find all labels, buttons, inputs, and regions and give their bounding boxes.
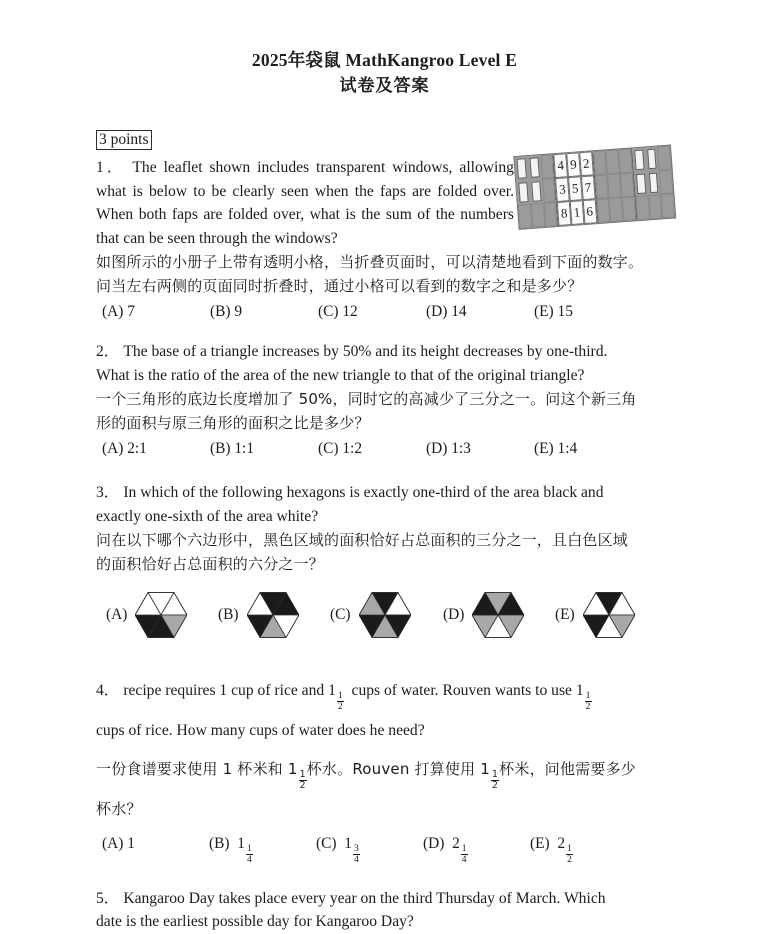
- leaflet-solid-cell: [620, 172, 634, 197]
- leaflet-solid-cell: [622, 196, 636, 221]
- question-4-zh-line-2: 杯水？: [96, 800, 142, 819]
- option-b[interactable]: (B) 1:1: [210, 440, 255, 457]
- question-4-options: [96, 832, 673, 865]
- question-4-en-text-1: recipe requires 1 cup of rice and 1: [123, 682, 336, 699]
- option-b[interactable]: (B) 1 $\frac{1}{4}$: [209, 835, 252, 865]
- hex-option-c[interactable]: [330, 590, 411, 640]
- fraction-half: $\frac{1}{2}$: [567, 843, 572, 865]
- question-1-en-text: The leaflet shown includes transparent windows, allowing what is below to be clearly seen when the faps are folded over. When both faps are folded over, what is the sum of the numbers that can be seen through the windows?: [96, 159, 514, 247]
- question-1-zh-line-1: 如图所示的小册子上带有透明小格，当折叠页面时，可以清楚地看到下面的数字。: [96, 253, 644, 271]
- leaflet-number-cell: 4: [554, 153, 568, 178]
- leaflet-number-cell: 8: [557, 201, 571, 226]
- hex-option-b-label: (B): [218, 606, 239, 624]
- leaflet-number-cell: 3: [555, 177, 569, 202]
- hex-option-e[interactable]: [555, 590, 635, 640]
- leaflet-window: [518, 182, 528, 203]
- hex-option-a-label: (A): [106, 606, 128, 624]
- option-b[interactable]: (B) 9: [210, 303, 243, 320]
- hex-option-a[interactable]: [106, 590, 187, 640]
- leaflet-window: [529, 157, 539, 178]
- hexagon-diagram-d: [472, 590, 524, 640]
- leaflet-panel-center: [554, 151, 598, 226]
- leaflet-number-cell: 7: [581, 175, 595, 200]
- option-c[interactable]: (C) 1 $\frac{3}{4}$: [316, 835, 359, 865]
- leaflet-solid-cell: [661, 193, 675, 218]
- leaflet-panel-right-a: [593, 148, 637, 223]
- option-e[interactable]: (E) 15: [534, 303, 573, 320]
- question-2-en-text-1: The base of a triangle increases by 50% and its height decreases by one-third.: [123, 343, 608, 360]
- option-c[interactable]: (C) 12: [318, 303, 358, 320]
- question-3-zh-line-1: 问在以下哪个六边形中，黑色区域的面积恰好占总面积的三分之一，且白色区域: [96, 531, 629, 549]
- option-d[interactable]: (D) 1:3: [426, 440, 471, 457]
- leaflet-grid: [513, 145, 676, 230]
- question-4: [96, 672, 673, 865]
- fraction-half: $\frac{1}{2}$: [337, 690, 343, 713]
- leaflet-window: [636, 174, 646, 195]
- leaflet-figure: [516, 152, 676, 238]
- title-line-primary: 2025年袋鼠 MathKangroo Level E: [251, 50, 518, 70]
- option-e[interactable]: (E) 2 $\frac{1}{2}$: [530, 835, 572, 865]
- option-e[interactable]: (E) 1:4: [534, 440, 578, 457]
- leaflet-number-cell: 6: [582, 199, 596, 224]
- leaflet-solid-cell: [657, 146, 671, 171]
- hexagon-diagram-c: [359, 590, 411, 640]
- leaflet-window: [634, 150, 644, 171]
- question-2-en-line-2: What is the ratio of the area of the new triangle to that of the original triangle?: [96, 366, 585, 384]
- question-3-zh-line-2: 的面积恰好占总面积的六分之一？: [96, 555, 325, 573]
- question-1-options: [96, 300, 673, 324]
- question-5-number: 5．: [96, 889, 120, 907]
- section-badge-wrap: [96, 130, 673, 150]
- leaflet-solid-cell: [618, 148, 632, 173]
- question-1-zh-line-2: 问当左右两侧的页面同时折叠时，通过小格可以看到的数字之和是多少？: [96, 277, 583, 295]
- leaflet-number-cell: 5: [568, 176, 582, 201]
- hex-option-c-label: (C): [330, 606, 351, 624]
- question-3-hex-options: [96, 590, 673, 652]
- fraction-half: $\frac{1}{2}$: [299, 768, 306, 791]
- question-4-zh-text-1: 一份食谱要求使用 1 杯米和 1: [96, 760, 298, 778]
- option-d[interactable]: (D) 14: [426, 303, 467, 320]
- question-4-zh-text-3: 杯米，问他需要多少: [499, 760, 636, 778]
- leaflet-window: [531, 181, 541, 202]
- leaflet-window: [648, 173, 658, 194]
- option-a[interactable]: (A) 7: [102, 303, 135, 320]
- question-2: [96, 340, 673, 461]
- leaflet-solid-cell: [543, 202, 557, 227]
- question-2-number: 2．: [96, 343, 120, 360]
- question-4-en-text-2: cups of water. Rouven wants to use 1: [351, 682, 584, 699]
- question-3: [96, 481, 673, 652]
- question-2-en-line-1: [96, 340, 673, 364]
- question-3-number: 3．: [96, 484, 120, 501]
- fraction-three-quarters: $\frac{3}{4}$: [353, 843, 359, 865]
- option-a[interactable]: (A) 1: [102, 835, 135, 853]
- leaflet-solid-cell: [540, 154, 554, 179]
- question-1-en: [96, 156, 514, 250]
- section-points-badge: 3 points: [96, 130, 152, 150]
- fraction-half: $\frac{1}{2}$: [585, 690, 591, 713]
- question-2-zh-line-1: 一个三角形的底边长度增加了 50%，同时它的高减少了三分之一。问这个新三角: [96, 390, 637, 408]
- question-5-en-text-1: Kangaroo Day takes place every year on the third Thursday of March. Which: [123, 889, 606, 907]
- fraction-quarter: $\frac{1}{4}$: [461, 843, 467, 865]
- question-2-options: [96, 437, 673, 461]
- leaflet-window: [517, 158, 527, 179]
- question-5-en-line-2: date is the earliest possible day for Kangaroo Day?: [96, 913, 414, 931]
- question-5: [96, 887, 673, 934]
- leaflet-panel-left: [514, 154, 558, 229]
- leaflet-number-cell: 9: [566, 152, 580, 177]
- option-a[interactable]: (A) 2:1: [102, 440, 147, 457]
- question-4-number: 4．: [96, 682, 120, 699]
- leaflet-number-cell: 2: [579, 151, 593, 176]
- question-3-en-line-1: [96, 481, 673, 505]
- leaflet-window: [647, 149, 657, 170]
- question-4-zh-text-2: 杯水。Rouven 打算使用 1: [306, 760, 491, 778]
- question-3-en-text-1: In which of the following hexagons is exactly one-third of the area black and: [123, 484, 604, 501]
- leaflet-number-cell: 1: [570, 200, 584, 225]
- leaflet-solid-cell: [542, 178, 556, 203]
- option-d[interactable]: (D) 2 $\frac{1}{4}$: [423, 835, 467, 865]
- leaflet-panel-right-b: [632, 146, 675, 221]
- question-5-en-line-1: [96, 887, 673, 911]
- hexagon-diagram-a: [135, 590, 187, 640]
- page-title: [96, 0, 673, 98]
- leaflet-solid-cell: [659, 170, 673, 195]
- title-line-secondary: 试卷及答案: [339, 76, 430, 95]
- question-1-number: 1．: [96, 159, 126, 176]
- fraction-half: $\frac{1}{2}$: [492, 768, 499, 791]
- hexagon-diagram-e: [583, 590, 635, 640]
- question-4-en-line-1: [96, 672, 673, 712]
- question-4-zh-line-1: [96, 750, 673, 790]
- question-4-en-line-2: cups of rice. How many cups of water does he need?: [96, 722, 425, 739]
- hex-option-d-label: (D): [443, 606, 465, 624]
- option-c[interactable]: (C) 1:2: [318, 440, 363, 457]
- question-2-zh-line-2: 形的面积与原三角形的面积之比是多少？: [96, 414, 370, 432]
- question-3-en-line-2: exactly one-sixth of the area white?: [96, 507, 319, 525]
- hex-option-e-label: (E): [555, 606, 575, 624]
- hexagon-diagram-b: [247, 590, 299, 640]
- fraction-quarter: $\frac{1}{4}$: [246, 843, 252, 865]
- hex-option-d[interactable]: [443, 590, 524, 640]
- hex-option-b[interactable]: [218, 590, 299, 640]
